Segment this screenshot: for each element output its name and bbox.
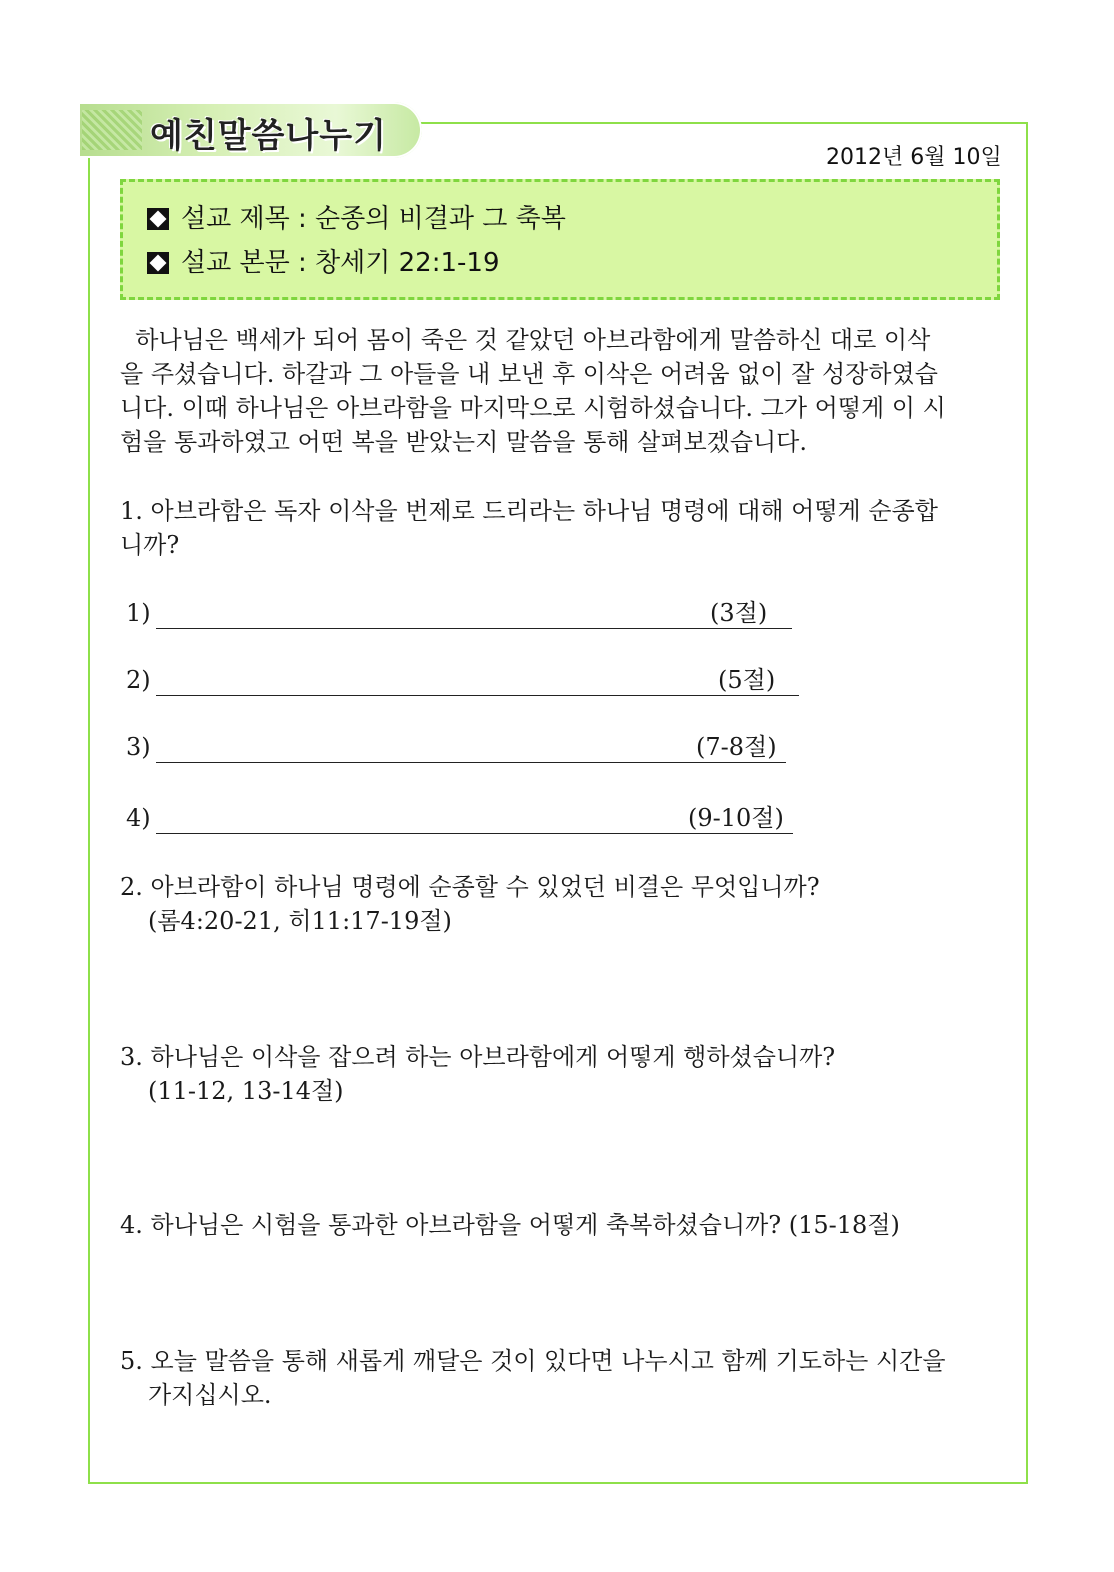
intro-paragraph <box>120 323 1000 459</box>
intro-line: 하나님은 백세가 되어 몸이 죽은 것 같았던 아브라함에게 말씀하신 대로 이삭 <box>120 326 931 354</box>
question-2 <box>120 870 1000 938</box>
question-3 <box>120 1040 1000 1108</box>
page-title: 예친말씀나누기 <box>150 116 387 156</box>
question-reference: (롬4:20-21, 히11:17-19절) <box>148 907 452 935</box>
question-reference: (11-12, 13-14절) <box>148 1077 344 1105</box>
question-text: 1. 아브라함은 독자 이삭을 번제로 드리라는 하나님 명령에 대해 어떻게 순종합 <box>120 497 938 525</box>
sermon-text-row <box>147 242 499 279</box>
diamond-bullet-icon <box>147 208 169 230</box>
question-text: 3. 하나님은 이삭을 잡으려 하는 아브라함에게 어떻게 행하셨습니까? <box>120 1043 836 1071</box>
answer-number: 4) <box>126 804 151 832</box>
answer-line <box>156 762 786 763</box>
question-text: 2. 아브라함이 하나님 명령에 순종할 수 있었던 비결은 무엇입니까? <box>120 873 820 901</box>
question-5 <box>120 1344 1000 1412</box>
verse-reference: (7-8절) <box>696 733 777 761</box>
intro-line: 험을 통과하였고 어떤 복을 받았는지 말씀을 통해 살펴보겠습니다. <box>120 428 807 456</box>
answer-number: 3) <box>126 733 151 761</box>
verse-reference: (5절) <box>718 666 776 694</box>
answer-line <box>156 628 792 629</box>
question-text: 니까? <box>120 531 180 559</box>
answer-number: 2) <box>126 666 151 694</box>
verse-reference: (9-10절) <box>688 804 784 832</box>
answer-number: 1) <box>126 599 151 627</box>
question-text: 4. 하나님은 시험을 통과한 아브라함을 어떻게 축복하셨습니까? (15-18절) <box>120 1211 900 1239</box>
intro-line: 니다. 이때 하나님은 아브라함을 마지막으로 시험하셨습니다. 그가 어떻게 이 시 <box>120 394 946 422</box>
date-label: 2012년 6월 10일 <box>826 145 1002 170</box>
sermon-title: 설교 제목 : 순종의 비결과 그 축복 <box>181 204 566 234</box>
sermon-text: 설교 본문 : 창세기 22:1-19 <box>181 248 500 278</box>
sermon-info-box <box>120 179 1000 300</box>
question-text: 5. 오늘 말씀을 통해 새롭게 깨달은 것이 있다면 나누시고 함께 기도하는 시간을 <box>120 1347 946 1375</box>
sermon-title-row <box>147 198 566 235</box>
intro-line: 을 주셨습니다. 하갈과 그 아들을 내 보낸 후 이삭은 어려움 없이 잘 성장하였습 <box>120 360 938 388</box>
question-4 <box>120 1208 1000 1242</box>
answer-line <box>156 695 799 696</box>
diamond-bullet-icon <box>147 252 169 274</box>
question-text-continued: 가지십시오. <box>148 1381 272 1409</box>
question-1 <box>120 494 1000 562</box>
verse-reference: (3절) <box>710 599 768 627</box>
